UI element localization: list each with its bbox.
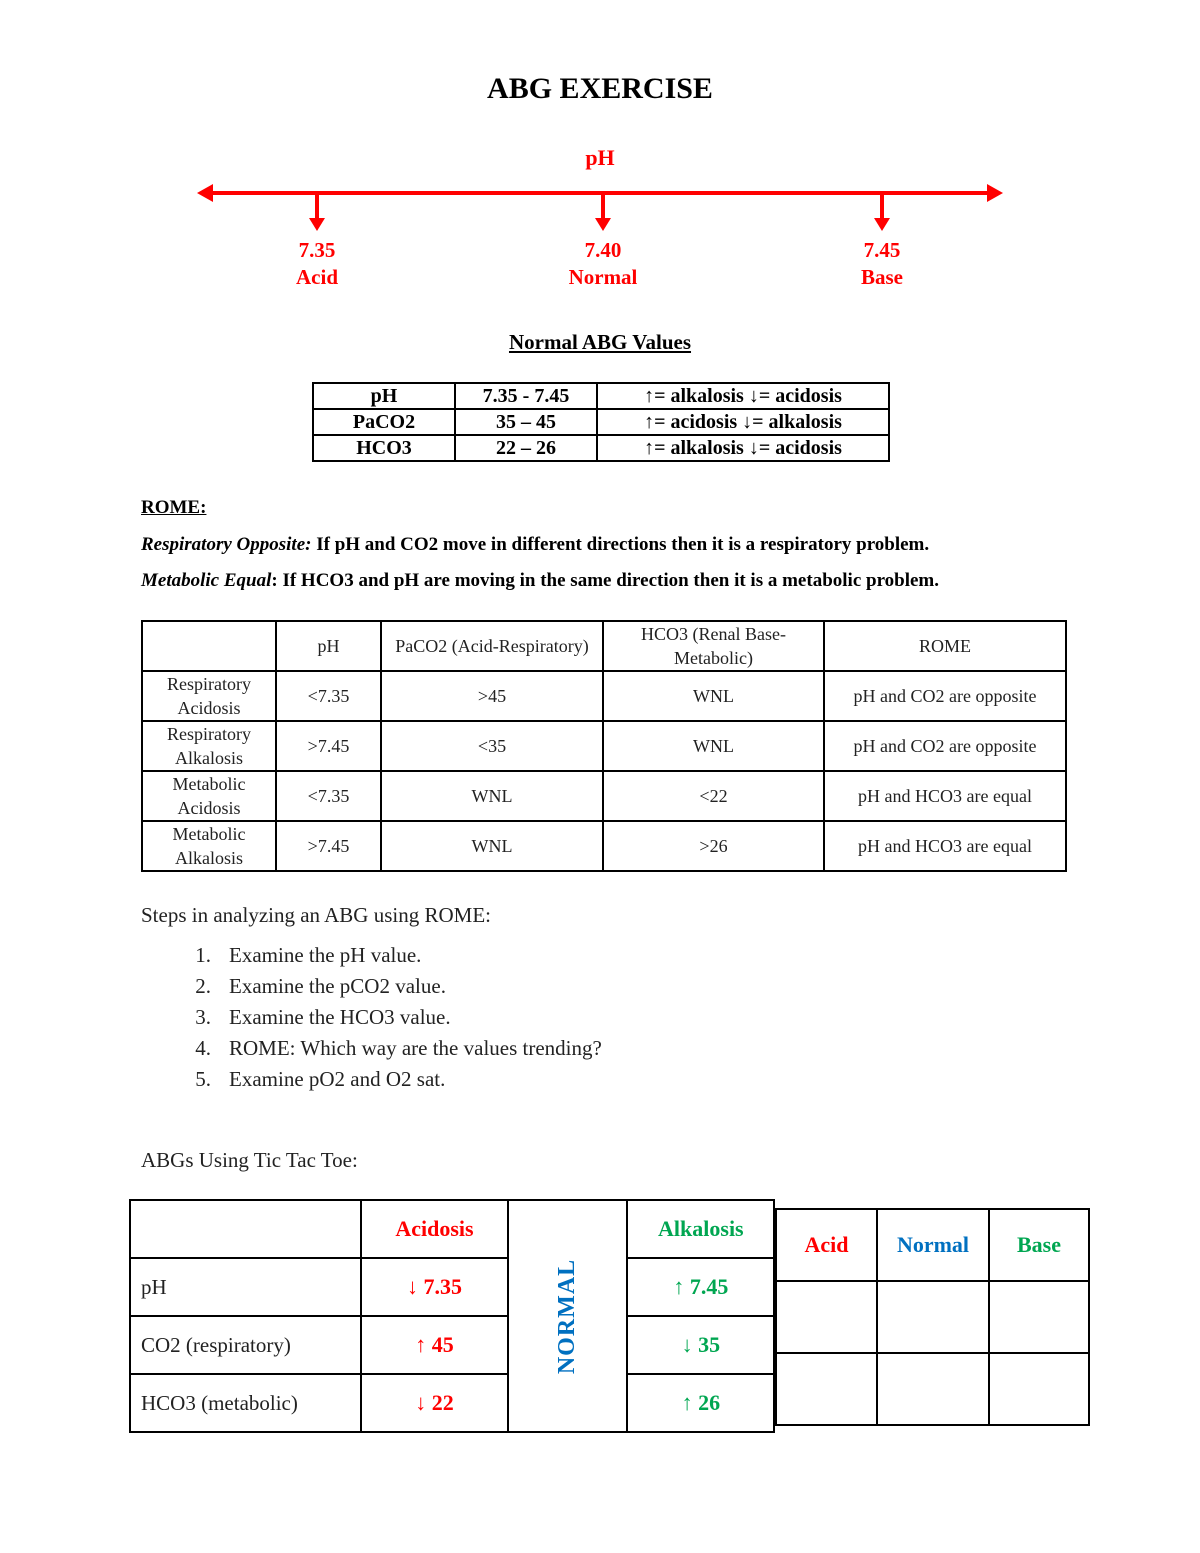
header-cell: PaCO2 (Acid-Respiratory) (381, 621, 603, 671)
marker-label: Normal (568, 265, 638, 289)
header-cell: ROME (824, 621, 1066, 671)
rome-heading: ROME: (141, 497, 207, 518)
step-text: ROME: Which way are the values trending? (229, 1036, 602, 1060)
table-cell: <22 (603, 771, 824, 821)
header-cell (142, 621, 276, 671)
rome-table (141, 620, 1067, 872)
table-row (142, 821, 1066, 871)
step-text: Examine the pCO2 value. (229, 974, 446, 998)
step-number: 3. (195, 1005, 211, 1029)
right-arrowhead-icon (987, 184, 1003, 202)
steps-heading: Steps in analyzing an ABG using ROME: (141, 903, 491, 927)
interpretation-cell: ↑= alkalosis ↓= acidosis (597, 383, 889, 409)
marker-label: Acid (296, 265, 338, 289)
marker-value: 7.35 (298, 238, 336, 262)
respiratory-term: Respiratory Opposite: (141, 534, 312, 555)
condition-cell: Respiratory Alkalosis (142, 721, 276, 771)
ph-marker-acid (247, 237, 387, 291)
empty-cell (877, 1353, 989, 1425)
table-row (776, 1281, 1089, 1353)
interpretation-cell: ↑= acidosis ↓= alkalosis (597, 409, 889, 435)
table-row (130, 1258, 774, 1316)
table-row (142, 771, 1066, 821)
step-number: 1. (195, 943, 211, 967)
step-text: Examine the pH value. (229, 943, 422, 967)
row-label: CO2 (respiratory) (130, 1316, 361, 1374)
empty-cell (989, 1281, 1089, 1353)
ph-scale-line (195, 178, 1005, 236)
table-cell: >45 (381, 671, 603, 721)
respiratory-text: If pH and CO2 move in different directions then it is a respiratory problem. (311, 534, 930, 555)
table-header-row (776, 1209, 1089, 1281)
table-header-row (130, 1200, 774, 1258)
table-cell: <35 (381, 721, 603, 771)
table-row (142, 671, 1066, 721)
acidosis-cell: ↑ 45 (361, 1316, 508, 1374)
empty-header-cell (130, 1200, 361, 1258)
table-row (776, 1353, 1089, 1425)
condition-cell: Metabolic Alkalosis (142, 821, 276, 871)
rome-respiratory-line (141, 534, 929, 556)
table-cell: >26 (603, 821, 824, 871)
marker-arrow-icon (874, 193, 890, 231)
header-cell: pH (276, 621, 381, 671)
condition-cell: Metabolic Acidosis (142, 771, 276, 821)
normal-vertical-label: NORMAL (554, 1258, 581, 1374)
step-text: Examine the HCO3 value. (229, 1005, 451, 1029)
marker-arrow-icon (309, 193, 325, 231)
tic-tac-toe-heading: ABGs Using Tic Tac Toe: (141, 1148, 358, 1172)
param-cell: PaCO2 (313, 409, 455, 435)
table-cell: pH and HCO3 are equal (824, 771, 1066, 821)
normal-header: Normal (877, 1209, 989, 1281)
marker-value: 7.45 (863, 238, 901, 262)
rome-metabolic-line (141, 570, 939, 592)
table-cell: WNL (603, 671, 824, 721)
list-item (141, 1002, 602, 1033)
marker-label: Base (861, 265, 903, 289)
alkalosis-cell: ↑ 26 (627, 1374, 774, 1432)
normal-values-title: Normal ABG Values (508, 330, 692, 354)
table-row (313, 409, 889, 435)
tic-tac-toe-table (129, 1199, 775, 1433)
list-item (141, 940, 602, 971)
alkalosis-cell: ↓ 35 (627, 1316, 774, 1374)
ph-marker-normal (533, 237, 673, 291)
row-label: HCO3 (metabolic) (130, 1374, 361, 1432)
table-cell: WNL (381, 821, 603, 871)
marker-arrow-icon (595, 193, 611, 231)
metabolic-text: : If HCO3 and pH are moving in the same direction then it is a metabolic problem. (271, 570, 940, 591)
table-cell: pH and CO2 are opposite (824, 721, 1066, 771)
condition-cell: Respiratory Acidosis (142, 671, 276, 721)
table-cell: <7.35 (276, 771, 381, 821)
table-cell: WNL (603, 721, 824, 771)
alkalosis-header: Alkalosis (627, 1200, 774, 1258)
table-cell: <7.35 (276, 671, 381, 721)
normal-column (508, 1200, 627, 1432)
list-item (141, 1064, 602, 1095)
range-cell: 35 – 45 (455, 409, 597, 435)
table-row (130, 1316, 774, 1374)
empty-cell (776, 1281, 877, 1353)
acidosis-cell: ↓ 22 (361, 1374, 508, 1432)
acid-header: Acid (776, 1209, 877, 1281)
table-cell: >7.45 (276, 821, 381, 871)
marker-value: 7.40 (584, 238, 622, 262)
empty-cell (989, 1353, 1089, 1425)
table-cell: pH and HCO3 are equal (824, 821, 1066, 871)
step-number: 4. (195, 1036, 211, 1060)
acid-normal-base-grid (775, 1208, 1090, 1426)
param-cell: HCO3 (313, 435, 455, 461)
page-title: ABG EXERCISE (487, 72, 713, 105)
table-row (313, 435, 889, 461)
ph-marker-base (812, 237, 952, 291)
empty-cell (776, 1353, 877, 1425)
list-item (141, 1033, 602, 1064)
step-number: 2. (195, 974, 211, 998)
acidosis-header: Acidosis (361, 1200, 508, 1258)
normal-values-table (312, 382, 890, 462)
table-row (313, 383, 889, 409)
ph-scale-label: pH (585, 145, 615, 170)
table-cell: WNL (381, 771, 603, 821)
table-row (142, 721, 1066, 771)
base-header: Base (989, 1209, 1089, 1281)
table-cell: >7.45 (276, 721, 381, 771)
step-text: Examine pO2 and O2 sat. (229, 1067, 446, 1091)
list-item (141, 971, 602, 1002)
table-cell: pH and CO2 are opposite (824, 671, 1066, 721)
left-arrowhead-icon (197, 184, 213, 202)
row-label: pH (130, 1258, 361, 1316)
range-cell: 7.35 - 7.45 (455, 383, 597, 409)
table-header-row (142, 621, 1066, 671)
header-cell: HCO3 (Renal Base-Metabolic) (603, 621, 824, 671)
metabolic-term: Metabolic Equal (141, 570, 272, 591)
empty-cell (877, 1281, 989, 1353)
param-cell: pH (313, 383, 455, 409)
range-cell: 22 – 26 (455, 435, 597, 461)
acidosis-cell: ↓ 7.35 (361, 1258, 508, 1316)
alkalosis-cell: ↑ 7.45 (627, 1258, 774, 1316)
steps-list (141, 940, 602, 1095)
table-row (130, 1374, 774, 1432)
step-number: 5. (195, 1067, 211, 1091)
interpretation-cell: ↑= alkalosis ↓= acidosis (597, 435, 889, 461)
